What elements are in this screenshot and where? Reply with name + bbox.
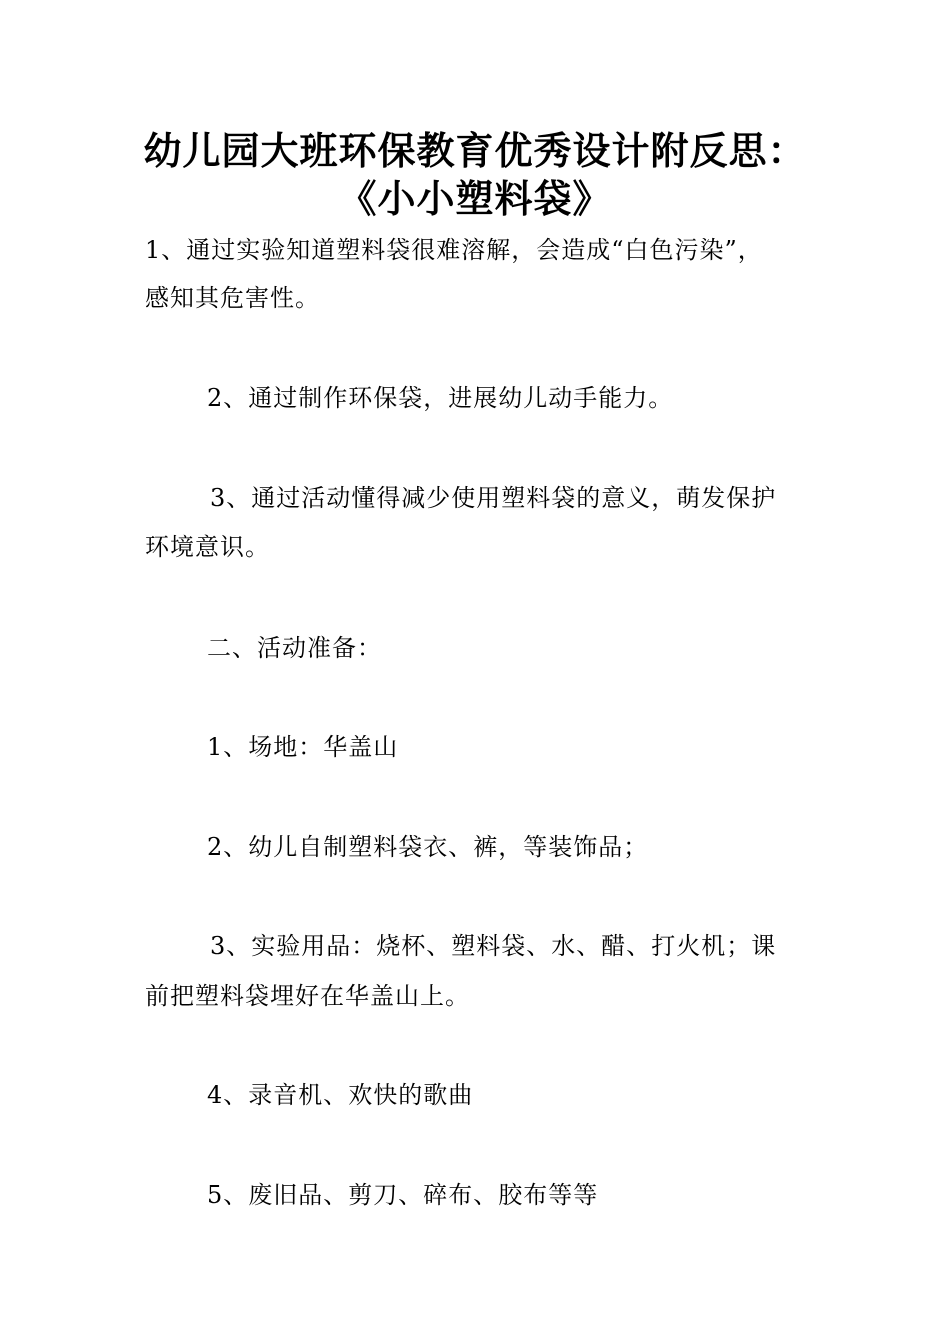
- objective-1-line-1: 1、通过实验知道塑料袋很难溶解，会造成“白色污染”，: [145, 236, 763, 264]
- objective-1-line-2: 感知其危害性。: [145, 284, 320, 312]
- preparation-item-2: 2、幼儿自制塑料袋衣、裤，等装饰品；: [207, 833, 649, 861]
- preparation-item-3-line-2: 前把塑料袋埋好在华盖山上。: [145, 982, 470, 1010]
- section-heading-preparation: 二、活动准备：: [207, 634, 382, 662]
- objective-3-line-1: 3、通过活动懂得减少使用塑料袋的意义，萌发保护: [210, 484, 777, 512]
- document-title-line-1: 幼儿园大班环保教育优秀设计附反思：: [143, 129, 807, 173]
- objective-3-line-2: 环境意识。: [145, 533, 270, 561]
- document-title-line-2: 《小小塑料袋》: [338, 177, 612, 221]
- preparation-item-4: 4、录音机、欢快的歌曲: [207, 1081, 474, 1109]
- preparation-item-3-line-1: 3、实验用品：烧杯、塑料袋、水、醋、打火机；课: [210, 932, 777, 960]
- preparation-item-1: 1、场地：华盖山: [207, 733, 399, 761]
- objective-2: 2、通过制作环保袋，进展幼儿动手能力。: [207, 384, 674, 412]
- preparation-item-5: 5、废旧品、剪刀、碎布、胶布等等: [207, 1181, 599, 1209]
